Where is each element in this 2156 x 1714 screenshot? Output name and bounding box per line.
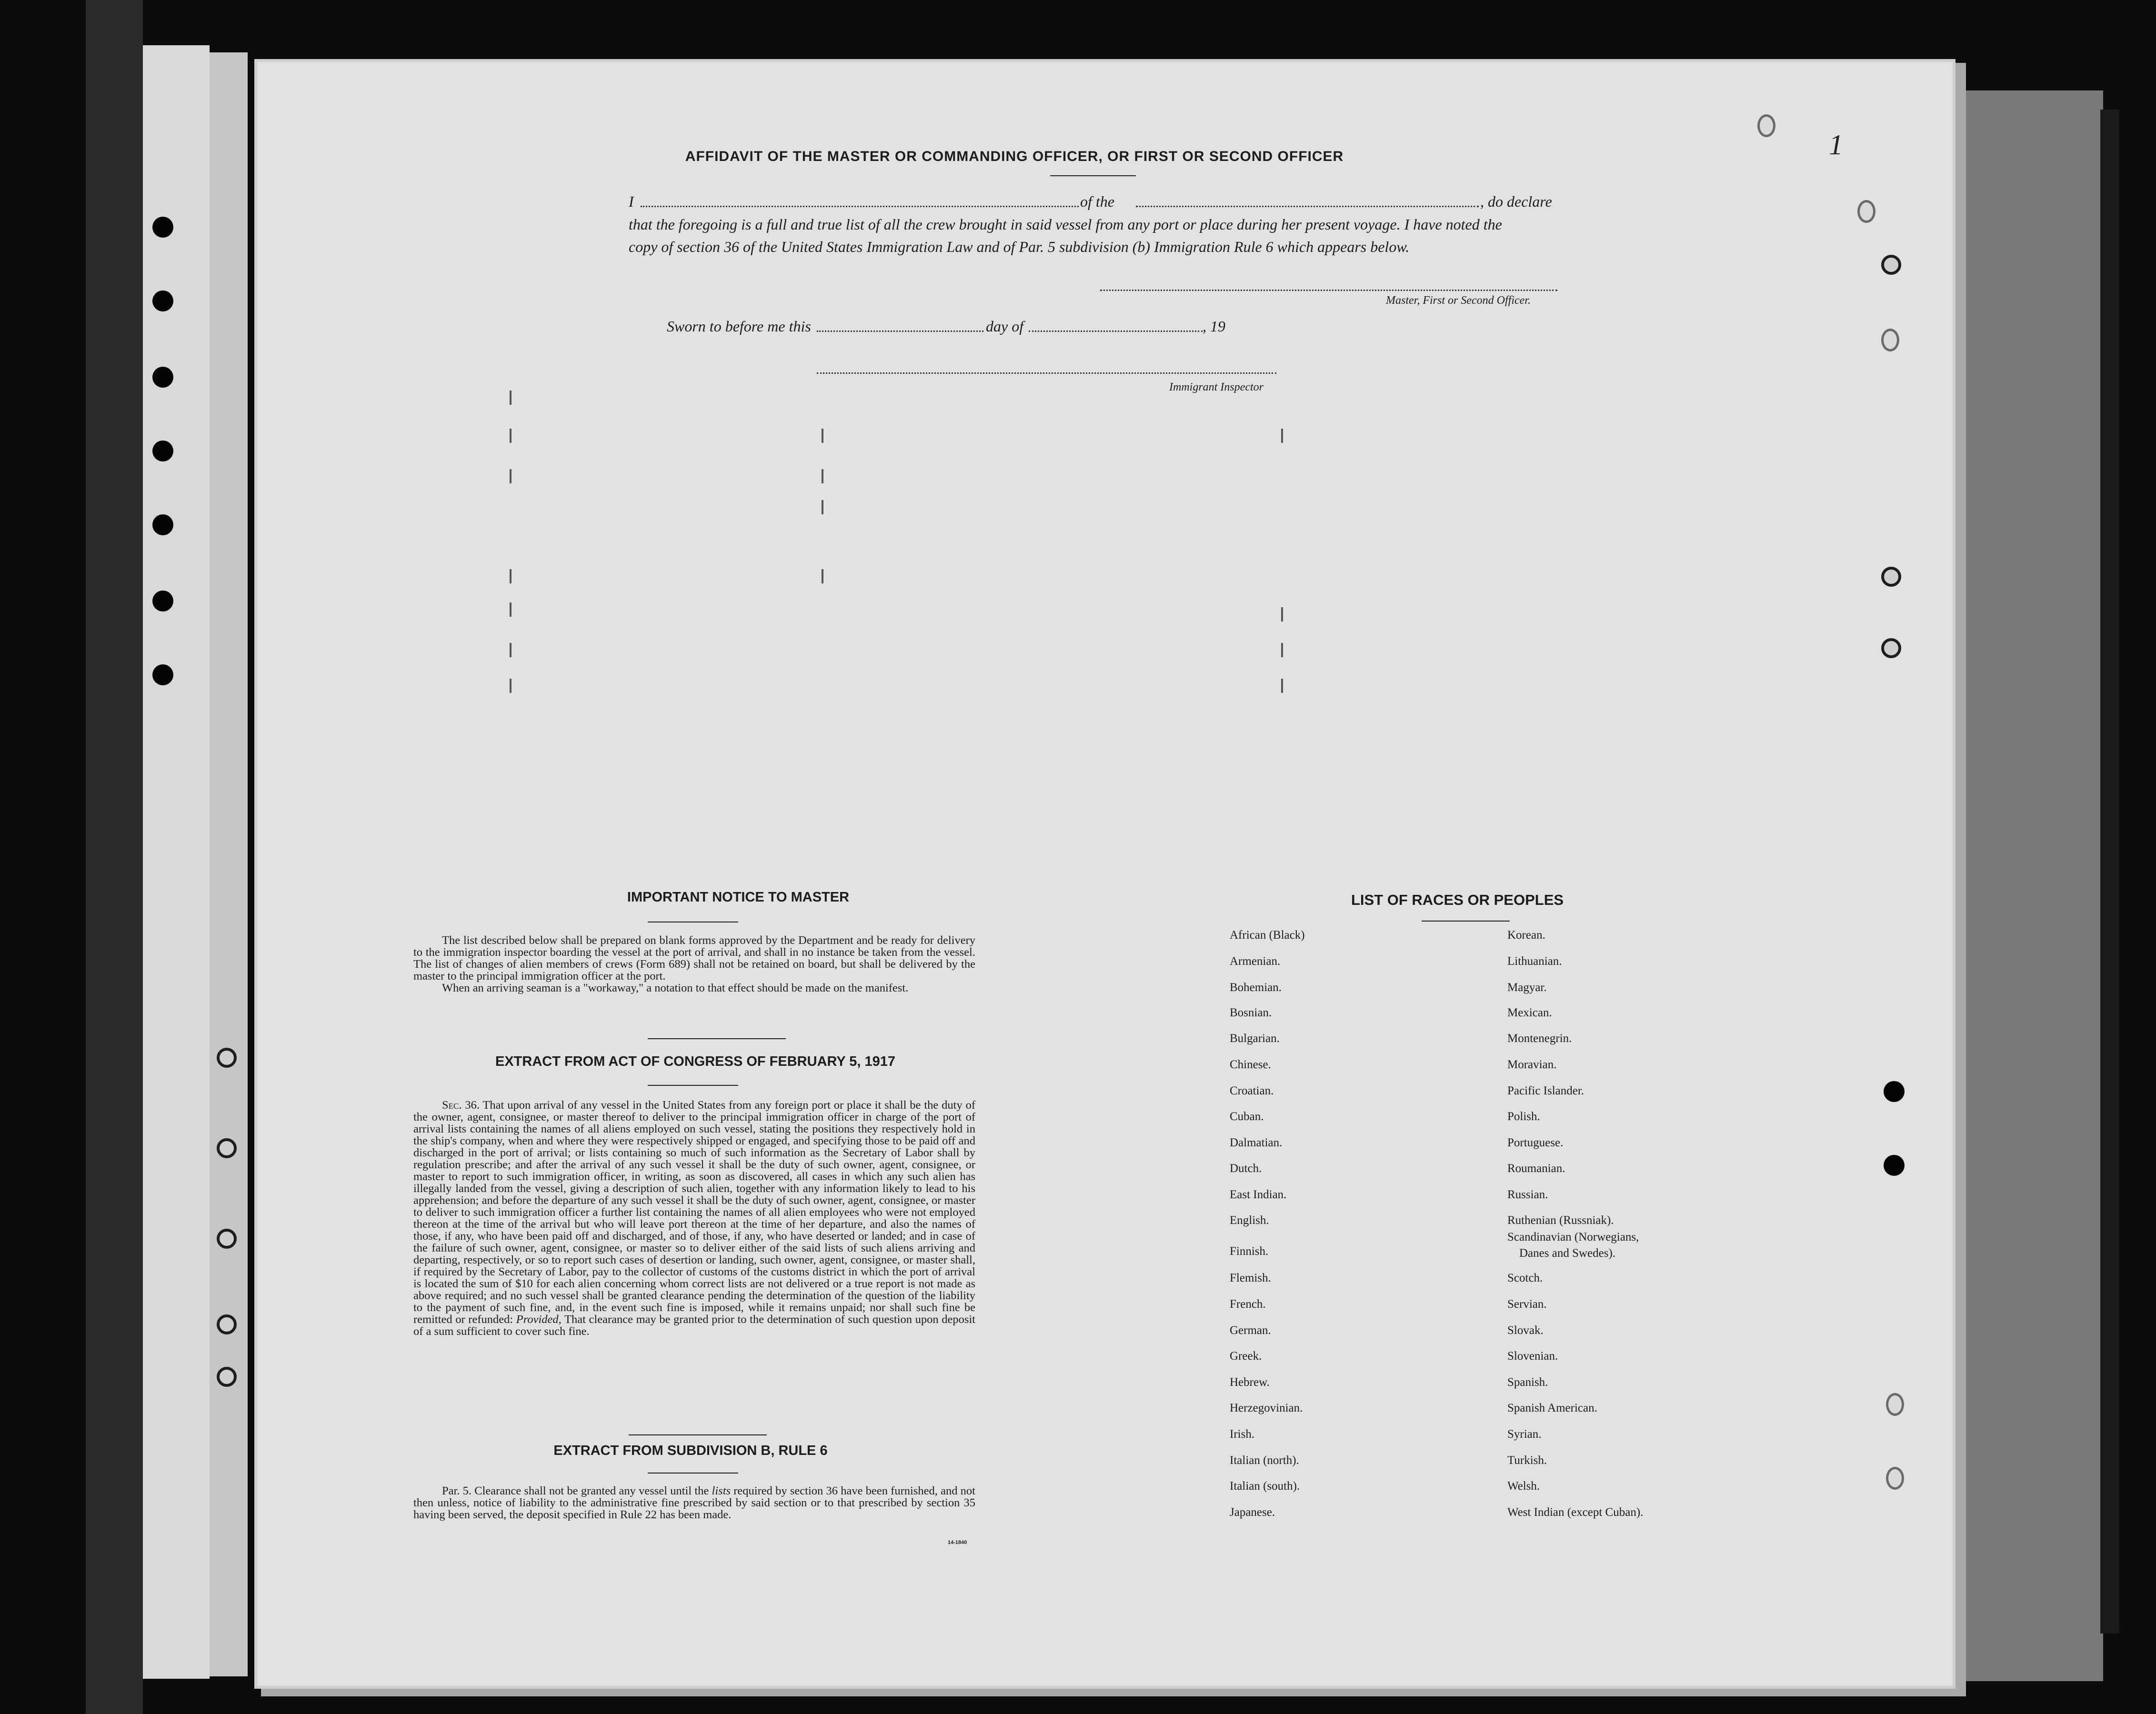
sworn-day-line bbox=[817, 331, 983, 332]
race-item: French. bbox=[1230, 1298, 1266, 1311]
extract-act-rule bbox=[648, 1085, 738, 1086]
affidavit-declare: , do declare bbox=[1480, 193, 1552, 210]
binder-ring bbox=[217, 1367, 237, 1387]
race-item: Chinese. bbox=[1230, 1058, 1271, 1071]
race-item: Mexican. bbox=[1507, 1006, 1552, 1019]
binder-hole bbox=[152, 441, 173, 461]
binder-left bbox=[86, 0, 143, 1714]
section-divider bbox=[648, 1038, 786, 1039]
race-item: Flemish. bbox=[1230, 1272, 1271, 1284]
vessel-fill-line bbox=[1136, 206, 1479, 207]
race-item: Finnish. bbox=[1230, 1245, 1269, 1258]
sworn-label: Sworn to before me this bbox=[667, 318, 811, 335]
notice-title: IMPORTANT NOTICE TO MASTER bbox=[627, 890, 850, 905]
races-title: LIST OF RACES OR PEOPLES bbox=[1351, 892, 1564, 908]
race-item: Scotch. bbox=[1507, 1272, 1543, 1284]
race-item: African (Black) bbox=[1230, 929, 1305, 942]
binder-hole bbox=[152, 367, 173, 388]
day-of-label: day of bbox=[986, 318, 1024, 335]
affidavit-i: I bbox=[629, 193, 634, 210]
bleed-mark bbox=[510, 469, 511, 483]
notice-paragraph-2: When an arriving seaman is a "workaway," a notation to that effect should be made on the manifest. bbox=[442, 982, 909, 994]
binder-hole bbox=[152, 217, 173, 238]
race-item: Moravian. bbox=[1507, 1058, 1557, 1071]
race-item: Russian. bbox=[1507, 1188, 1548, 1201]
race-item: Magyar. bbox=[1507, 981, 1547, 994]
binder-ring bbox=[217, 1048, 237, 1068]
notice-body bbox=[413, 934, 975, 994]
punch-hole bbox=[1884, 1081, 1905, 1102]
section-36-text-b: That clearance may be granted prior to the determination of such question upon deposit of a sum sufficient to cover such fine. bbox=[413, 1313, 975, 1338]
extract-act-body bbox=[413, 1099, 975, 1337]
master-sig-label: Master, First or Second Officer. bbox=[1386, 294, 1531, 307]
races-column-1 bbox=[1230, 929, 1468, 1529]
inspector-label: Immigrant Inspector bbox=[1169, 381, 1264, 393]
binder-ring bbox=[217, 1314, 237, 1334]
bleed-mark bbox=[1281, 607, 1283, 621]
race-item: Bohemian. bbox=[1230, 981, 1282, 994]
race-item: Dutch. bbox=[1230, 1162, 1262, 1175]
punch-hole bbox=[1881, 567, 1901, 587]
bleed-mark bbox=[1281, 679, 1283, 693]
race-item: Dalmatian. bbox=[1230, 1136, 1283, 1149]
affidavit-title: AFFIDAVIT OF THE MASTER OR COMMANDING OFFICER, OR FIRST OR SECOND OFFICER bbox=[685, 149, 1344, 164]
race-item: Korean. bbox=[1507, 929, 1545, 942]
bleed-mark bbox=[510, 569, 511, 583]
race-item: Croatian. bbox=[1230, 1084, 1274, 1097]
bleed-mark bbox=[822, 469, 823, 483]
rule-text-a: Par. 5. Clearance shall not be granted any vessel until the bbox=[442, 1484, 712, 1497]
race-item: Portuguese. bbox=[1507, 1136, 1564, 1149]
extract-act-title: EXTRACT FROM ACT OF CONGRESS OF FEBRUARY 5, 1917 bbox=[495, 1054, 896, 1069]
inspector-sig-line bbox=[817, 372, 1276, 374]
race-item: Servian. bbox=[1507, 1298, 1547, 1311]
binder-hole bbox=[152, 514, 173, 535]
races-rule bbox=[1422, 921, 1510, 922]
race-item: Scandinavian (Norwegians, bbox=[1507, 1231, 1639, 1243]
form-code: 14-1840 bbox=[948, 1540, 967, 1545]
race-item: Italian (north). bbox=[1230, 1454, 1299, 1467]
punch-hole bbox=[1884, 1155, 1905, 1176]
race-item: Polish. bbox=[1507, 1110, 1540, 1123]
provided-word: Provided, bbox=[516, 1313, 562, 1326]
race-item: West Indian (except Cuban). bbox=[1507, 1506, 1644, 1519]
affidavit-line3: copy of section 36 of the United States Immigration Law and of Par. 5 subdivision (b) Immigration Rule 6 which appears below. bbox=[629, 238, 1410, 255]
punch-hole bbox=[1757, 114, 1775, 137]
race-item: Ruthenian (Russniak). bbox=[1507, 1214, 1614, 1227]
bleed-mark bbox=[822, 429, 823, 443]
bleed-mark bbox=[510, 643, 511, 657]
race-item: Pacific Islander. bbox=[1507, 1084, 1584, 1097]
page-edge-strip-2 bbox=[210, 52, 248, 1676]
bleed-mark bbox=[510, 602, 511, 617]
race-item: Slovak. bbox=[1507, 1324, 1544, 1337]
punch-hole bbox=[1881, 255, 1901, 275]
race-item: Slovenian. bbox=[1507, 1350, 1558, 1363]
races-column-2-continuation bbox=[1519, 1247, 1615, 1260]
race-item: Italian (south). bbox=[1230, 1480, 1300, 1493]
master-sig-line bbox=[1100, 290, 1557, 291]
binder-ring bbox=[217, 1229, 237, 1249]
race-item: Spanish American. bbox=[1507, 1402, 1597, 1414]
bleed-mark bbox=[510, 679, 511, 693]
race-item: East Indian. bbox=[1230, 1188, 1287, 1201]
extract-rule-body bbox=[413, 1485, 975, 1521]
race-item: Montenegrin. bbox=[1507, 1032, 1572, 1045]
race-item: Armenian. bbox=[1230, 955, 1281, 968]
race-item: Spanish. bbox=[1507, 1376, 1548, 1389]
notice-paragraph-1: The list described below shall be prepared on blank forms approved by the Department and be ready for delivery to the immigration inspector boarding the vessel at the port of arrival, and shall in no instance be taken from the vessel. The list of changes of alien members of crews (Form 689) shall not be retained on board, but shall be delivered by the master to the principal immigration officer at the port. bbox=[413, 934, 975, 982]
title-rule bbox=[1050, 175, 1136, 176]
binder-ring bbox=[217, 1138, 237, 1158]
extract-rule-title: EXTRACT FROM SUBDIVISION B, RULE 6 bbox=[553, 1443, 828, 1458]
punch-hole bbox=[1857, 200, 1875, 223]
affidavit-of-the: of the bbox=[1080, 193, 1114, 210]
bleed-mark bbox=[1281, 429, 1283, 443]
section-36-text-a: That upon arrival of any vessel in the United States from any foreign port or place it shall be the duty of the owner, agent, consignee, or master thereof to deliver to the principal immigration officer in charge of the port of arrival lists containing the names of all aliens employed on such vessel, stating the positions they respectively hold in the ship's company, when and where they were respectively shipped or engaged, and specifying those to be paid off and discharged in the port of arrival; or lists containing so much of such information as the Secretary of Labor shall by regulation prescribe; and after the arrival of any such vessel it shall be the duty of such owner, agent, consignee, or master to report to such immigration officer, in writing, as soon as discovered, all cases in which any such alien has illegally landed from the vessel, giving a description of such alien, together with any information likely to lead to his apprehension; and before the departure of any such vessel it shall be the duty of such owner, agent, consignee, or master to deliver to such immigration officer a further list containing the names of all alien employees who were not employed thereon at the time of the arrival but who will leave port thereon at the time of her departure, and also the names of those, if any, who have been paid off and discharged, and of those, if any, who have deserted or landed; and in case of the failure of such owner, agent, consignee, or master so to deliver either of the said lists of such aliens arriving and departing, respectively, or so to report such cases of desertion or landing, such owner, agent, consignee, or master shall, if required by the Secretary of Labor, pay to the collector of customs of the customs district in which the port of arrival is located the sum of $10 for each alien concerning whom correct lists are not delivered or a true report is not made as above required; and no such vessel shall be granted clearance pending the determination of the question of the liability to the payment of such fine, and, in the event such fine is imposed, while it remains unpaid; nor shall such fine be remitted or refunded: bbox=[413, 1099, 975, 1326]
sworn-month-line bbox=[1029, 331, 1203, 332]
punch-hole bbox=[1881, 638, 1901, 658]
race-item: English. bbox=[1230, 1214, 1269, 1227]
race-item: Roumanian. bbox=[1507, 1162, 1565, 1175]
name-fill-line bbox=[641, 206, 1079, 207]
section-label: Sec. 36. bbox=[442, 1099, 480, 1112]
page-number-mark: 1 bbox=[1829, 129, 1843, 160]
race-item: Syrian. bbox=[1507, 1428, 1542, 1441]
punch-hole bbox=[1886, 1467, 1904, 1490]
binder-hole bbox=[152, 664, 173, 685]
year-label: , 19 bbox=[1203, 318, 1225, 335]
affidavit-line2: that the foregoing is a full and true list of all the crew brought in said vessel from any port or place during her present voyage. I have noted the bbox=[629, 216, 1502, 233]
races-column-2 bbox=[1507, 929, 1774, 1529]
binder-hole bbox=[152, 591, 173, 611]
bleed-mark bbox=[510, 391, 511, 405]
bleed-mark bbox=[510, 429, 511, 443]
punch-hole bbox=[1886, 1393, 1904, 1416]
race-item: Irish. bbox=[1230, 1428, 1255, 1441]
race-item: Hebrew. bbox=[1230, 1376, 1270, 1389]
page-edge-strip bbox=[143, 45, 210, 1679]
binder-hole bbox=[152, 291, 173, 311]
bleed-mark bbox=[822, 569, 823, 583]
race-item: Welsh. bbox=[1507, 1480, 1540, 1493]
race-item: Japanese. bbox=[1230, 1506, 1275, 1519]
race-item: Bosnian. bbox=[1230, 1006, 1272, 1019]
race-item: Greek. bbox=[1230, 1350, 1262, 1363]
race-item: Lithuanian. bbox=[1507, 955, 1562, 968]
race-item: Herzegovinian. bbox=[1230, 1402, 1303, 1414]
race-item-continuation: Danes and Swedes). bbox=[1519, 1247, 1616, 1260]
bleed-mark bbox=[1281, 643, 1283, 657]
punch-hole bbox=[1881, 329, 1899, 351]
race-item: Turkish. bbox=[1507, 1454, 1547, 1467]
section-divider-2 bbox=[629, 1434, 767, 1435]
lists-word: lists bbox=[712, 1484, 731, 1497]
binder-right bbox=[2100, 110, 2119, 1634]
race-item: Bulgarian. bbox=[1230, 1032, 1280, 1045]
back-page-right bbox=[1948, 90, 2103, 1681]
rule-text-b: required by section 36 have been furnished, and not then unless, notice of liability to the administrative fine prescribed by said section or to that prescribed by section 35 having been served, the deposit specified in Rule 22 has been made. bbox=[413, 1484, 975, 1521]
race-item: German. bbox=[1230, 1324, 1271, 1337]
bleed-mark bbox=[822, 500, 823, 514]
race-item: Cuban. bbox=[1230, 1110, 1264, 1123]
